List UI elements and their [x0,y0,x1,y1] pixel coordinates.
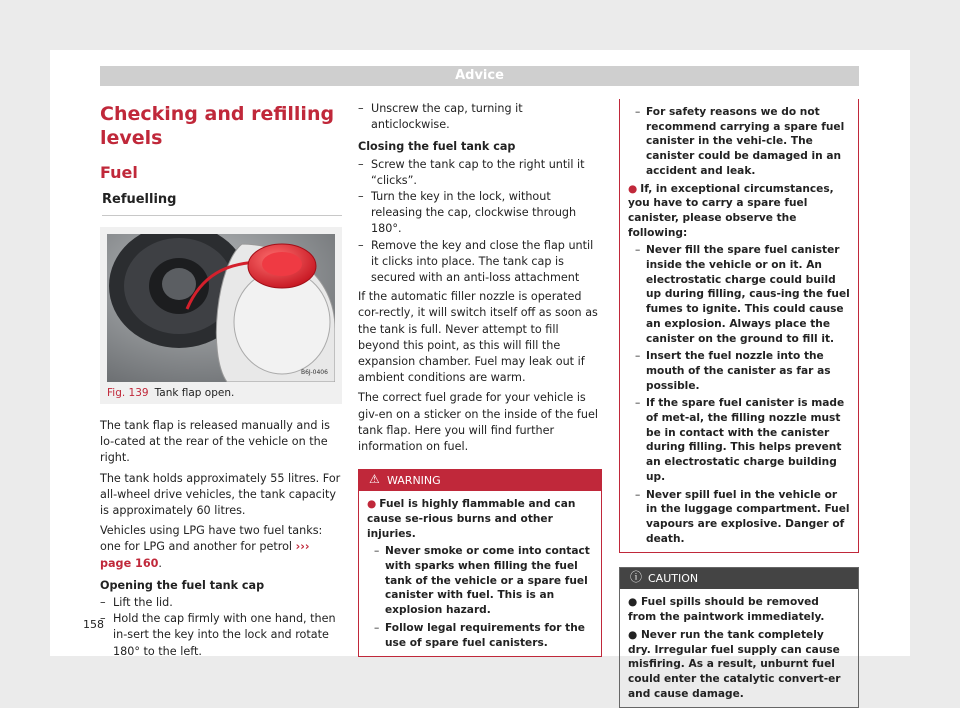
caution-bullet [628,595,850,624]
bullet-icon: ● [628,628,641,641]
closing-steps [358,157,602,287]
warning-label: WARNING [387,474,441,488]
bullet-icon: ● [367,498,377,511]
warning-bullet [628,182,850,241]
page-reference-link[interactable]: ››› page 160 [100,540,310,570]
punctuation: . [158,556,162,570]
caution-body [620,589,858,707]
tank-flap-illustration [107,234,335,382]
warning-header [359,470,601,491]
warning-dash-item: – Never fill the spare fuel canister inside the vehicle or on it. An electrostatic charge could build up during filling, caus-ing the fuel fumes to ignite. This could cause an explosion. Always place the canister on the ground to fill it. [628,243,850,346]
warning-dash-item: – Never smoke or come into contact with sparks when filling the fuel tank of the vehicle or a spare fuel canister with fuel. This is an explosion hazard. [367,544,593,618]
caution-bullet-text: Never run the tank completely dry. Irregular fuel supply can cause misfiring. As a result, unburnt fuel could enter the catalytic convert-er and cause damage. [628,628,841,700]
warning-dash-item: – For safety reasons we do not recommend carrying a spare fuel canister in the vehi-cle. The canister could be damaged in an accident and leak. [628,105,850,179]
warning-bullet-text: If, in exceptional circumstances, you have to carry a spare fuel canister, please observe the following: [628,182,834,239]
bullet-icon: ● [628,182,638,195]
caution-box [619,567,859,708]
caution-header [620,568,858,589]
step-item: – Hold the cap firmly with one hand, then in-sert the key into the lock and rotate 180° to the left. [100,611,342,660]
warning-bullet-text: Fuel is highly flammable and can cause se-rious burns and other injuries. [367,498,576,540]
warning-continued-box [619,99,859,553]
page-title: Checking and refilling levels [100,103,335,149]
column-right [619,96,859,708]
warning-box [358,469,602,657]
opening-heading: Opening the fuel tank cap [100,578,265,592]
warning-dash-item: – Never spill fuel in the vehicle or in the luggage compartment. Fuel vapours are explosive. Danger of death. [628,488,850,547]
page-number: 158 [83,618,104,631]
step-item: – Screw the tank cap to the right until it “clicks”. [358,157,602,189]
column-left [100,96,342,663]
section-header: Advice [100,66,859,86]
section-title: Fuel [100,163,138,182]
warning-bullet [367,497,593,541]
opening-steps-continued [358,101,602,133]
caution-label: CAUTION [648,572,699,586]
figure-caption [107,386,335,400]
step-item: – Lift the lid. [100,595,342,611]
warning-triangle-icon: ⚠ [369,472,380,487]
figure-caption-text: Tank flap open. [154,387,235,399]
closing-heading: Closing the fuel tank cap [358,140,516,154]
paragraph: The correct fuel grade for your vehicle is giv-en on a sticker on the inside of the fuel tank flap. Here you will find further information on fuel. [358,391,598,454]
step-item: – Remove the key and close the flap until it clicks into place. The tank cap is secured with an anti-loss attachment [358,238,602,287]
paragraph: If the automatic filler nozzle is operated cor-rectly, it will switch itself off as soon as the tank is full. Never attempt to fill beyond this point, as this will fill the expansion chamber. Fuel may leak out if ambient conditions are warm. [358,290,598,385]
step-item: – Turn the key in the lock, without releasing the cap, clockwise through 180°. [358,189,602,238]
warning-dash-item: – If the spare fuel canister is made of met-al, the filling nozzle must be in contact with the canister during filling. This helps prevent an electrostatic charge building up. [628,396,850,484]
subsection-title: Refuelling [102,191,342,216]
paragraph [100,523,342,572]
step-item: – Unscrew the cap, turning it anticlockwise. [358,101,602,133]
caution-bullet [628,628,850,702]
paragraph: The tank holds approximately 55 litres. For all-wheel drive vehicles, the tank capacity is approximately 60 litres. [100,471,341,518]
paragraph: The tank flap is released manually and is lo-cated at the rear of the vehicle on the right. [100,419,330,465]
caution-bullet-text: Fuel spills should be removed from the paintwork immediately. [628,596,825,624]
lpg-text: Vehicles using LPG have two fuel tanks: one for LPG and another for petrol [100,524,323,554]
figure-number: Fig. 139 [107,387,149,399]
warning-body [359,491,601,656]
bullet-icon: ● [628,596,641,609]
caution-circle-icon: ⓘ [630,570,643,585]
figure [100,227,342,404]
tank-flap-image [107,234,335,382]
figure-code: B6J-0406 [301,369,328,376]
warning-dash-item: – Follow legal requirements for the use of spare fuel canisters. [367,621,593,650]
opening-steps [100,595,342,660]
warning-dash-item: – Insert the fuel nozzle into the mouth of the canister as far as possible. [628,349,850,393]
column-middle [358,96,602,657]
